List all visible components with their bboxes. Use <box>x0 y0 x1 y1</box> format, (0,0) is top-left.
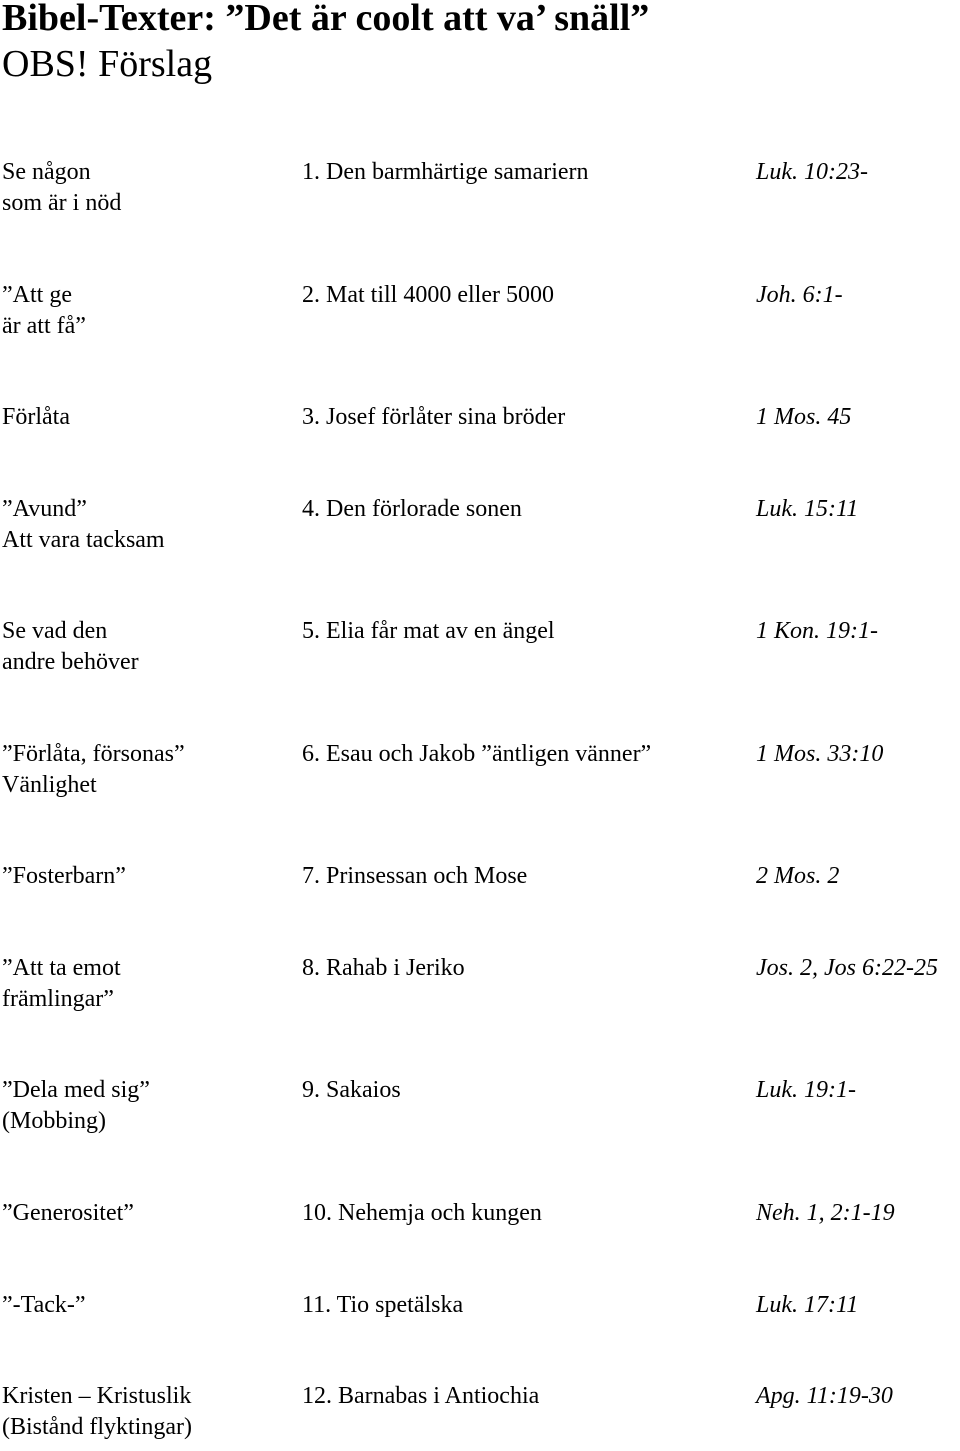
bible-reference: Luk. 10:23- <box>756 159 868 185</box>
theme-line: Se vad den <box>2 618 108 644</box>
list-item <box>0 1290 960 1360</box>
theme-cell <box>2 1381 192 1443</box>
theme-line: ”Fosterbarn” <box>2 863 126 889</box>
story-cell: 9. Sakaios <box>302 1077 401 1103</box>
bible-reference: Joh. 6:1- <box>756 282 843 308</box>
theme-line: Vänlighet <box>2 772 97 798</box>
list-item <box>0 402 960 472</box>
theme-line: andre behöver <box>2 649 139 675</box>
theme-cell <box>2 280 86 342</box>
story-cell: 1. Den barmhärtige samariern <box>302 159 589 185</box>
theme-cell <box>2 953 121 1015</box>
theme-line: främlingar” <box>2 986 114 1012</box>
theme-line: ”Generositet” <box>2 1200 134 1226</box>
theme-line: Förlåta <box>2 404 70 430</box>
list-item <box>0 494 960 564</box>
bible-reference: Luk. 17:11 <box>756 1292 859 1318</box>
story-cell: 4. Den förlorade sonen <box>302 496 522 522</box>
story-cell: 7. Prinsessan och Mose <box>302 863 528 889</box>
bible-reference: Neh. 1, 2:1-19 <box>756 1200 895 1226</box>
theme-cell <box>2 739 185 801</box>
theme-cell <box>2 494 165 556</box>
list-item <box>0 1381 960 1451</box>
story-cell: 12. Barnabas i Antiochia <box>302 1383 540 1409</box>
bible-reference: 1 Kon. 19:1- <box>756 618 878 644</box>
story-cell: 2. Mat till 4000 eller 5000 <box>302 282 554 308</box>
page-subtitle: OBS! Förslag <box>2 43 213 85</box>
theme-cell <box>2 861 126 892</box>
list-item <box>0 157 960 227</box>
theme-line: som är i nöd <box>2 190 122 216</box>
theme-line: ”Dela med sig” <box>2 1077 150 1103</box>
theme-line: Att vara tacksam <box>2 527 165 553</box>
theme-cell <box>2 1290 86 1321</box>
bible-reference: 1 Mos. 33:10 <box>756 741 884 767</box>
bible-reference: Jos. 2, Jos 6:22-25 <box>756 955 938 981</box>
list-item <box>0 616 960 686</box>
theme-line: Kristen – Kristuslik <box>2 1383 192 1409</box>
theme-cell <box>2 157 121 219</box>
story-cell: 3. Josef förlåter sina bröder <box>302 404 566 430</box>
theme-line: ”Förlåta, försonas” <box>2 741 185 767</box>
list-item <box>0 861 960 931</box>
list-item <box>0 1198 960 1268</box>
bible-reference: Luk. 15:11 <box>756 496 859 522</box>
page-title: Bibel-Texter: ”Det är coolt att va’ snäll” <box>2 0 650 39</box>
bible-reference: Apg. 11:19-30 <box>756 1383 893 1409</box>
story-cell: 6. Esau och Jakob ”äntligen vänner” <box>302 741 652 767</box>
theme-cell <box>2 402 70 433</box>
story-cell: 11. Tio spetälska <box>302 1292 464 1318</box>
list-item <box>0 280 960 350</box>
bible-reference: 1 Mos. 45 <box>756 404 852 430</box>
theme-line: (Mobbing) <box>2 1108 106 1134</box>
list-item <box>0 739 960 809</box>
bible-reference: 2 Mos. 2 <box>756 863 840 889</box>
story-cell: 8. Rahab i Jeriko <box>302 955 465 981</box>
theme-line: Se någon <box>2 159 91 185</box>
theme-line: ”Att ta emot <box>2 955 121 981</box>
theme-line: är att få” <box>2 313 86 339</box>
list-item <box>0 1075 960 1145</box>
theme-line: ”Avund” <box>2 496 87 522</box>
theme-line: ”-Tack-” <box>2 1292 86 1318</box>
theme-line: ”Att ge <box>2 282 72 308</box>
bible-reference: Luk. 19:1- <box>756 1077 856 1103</box>
theme-cell <box>2 1198 134 1229</box>
theme-cell <box>2 616 139 678</box>
list-item <box>0 953 960 1023</box>
theme-cell <box>2 1075 150 1137</box>
story-cell: 10. Nehemja och kungen <box>302 1200 542 1226</box>
story-cell: 5. Elia får mat av en ängel <box>302 618 555 644</box>
theme-line: (Bistånd flyktingar) <box>2 1414 192 1440</box>
